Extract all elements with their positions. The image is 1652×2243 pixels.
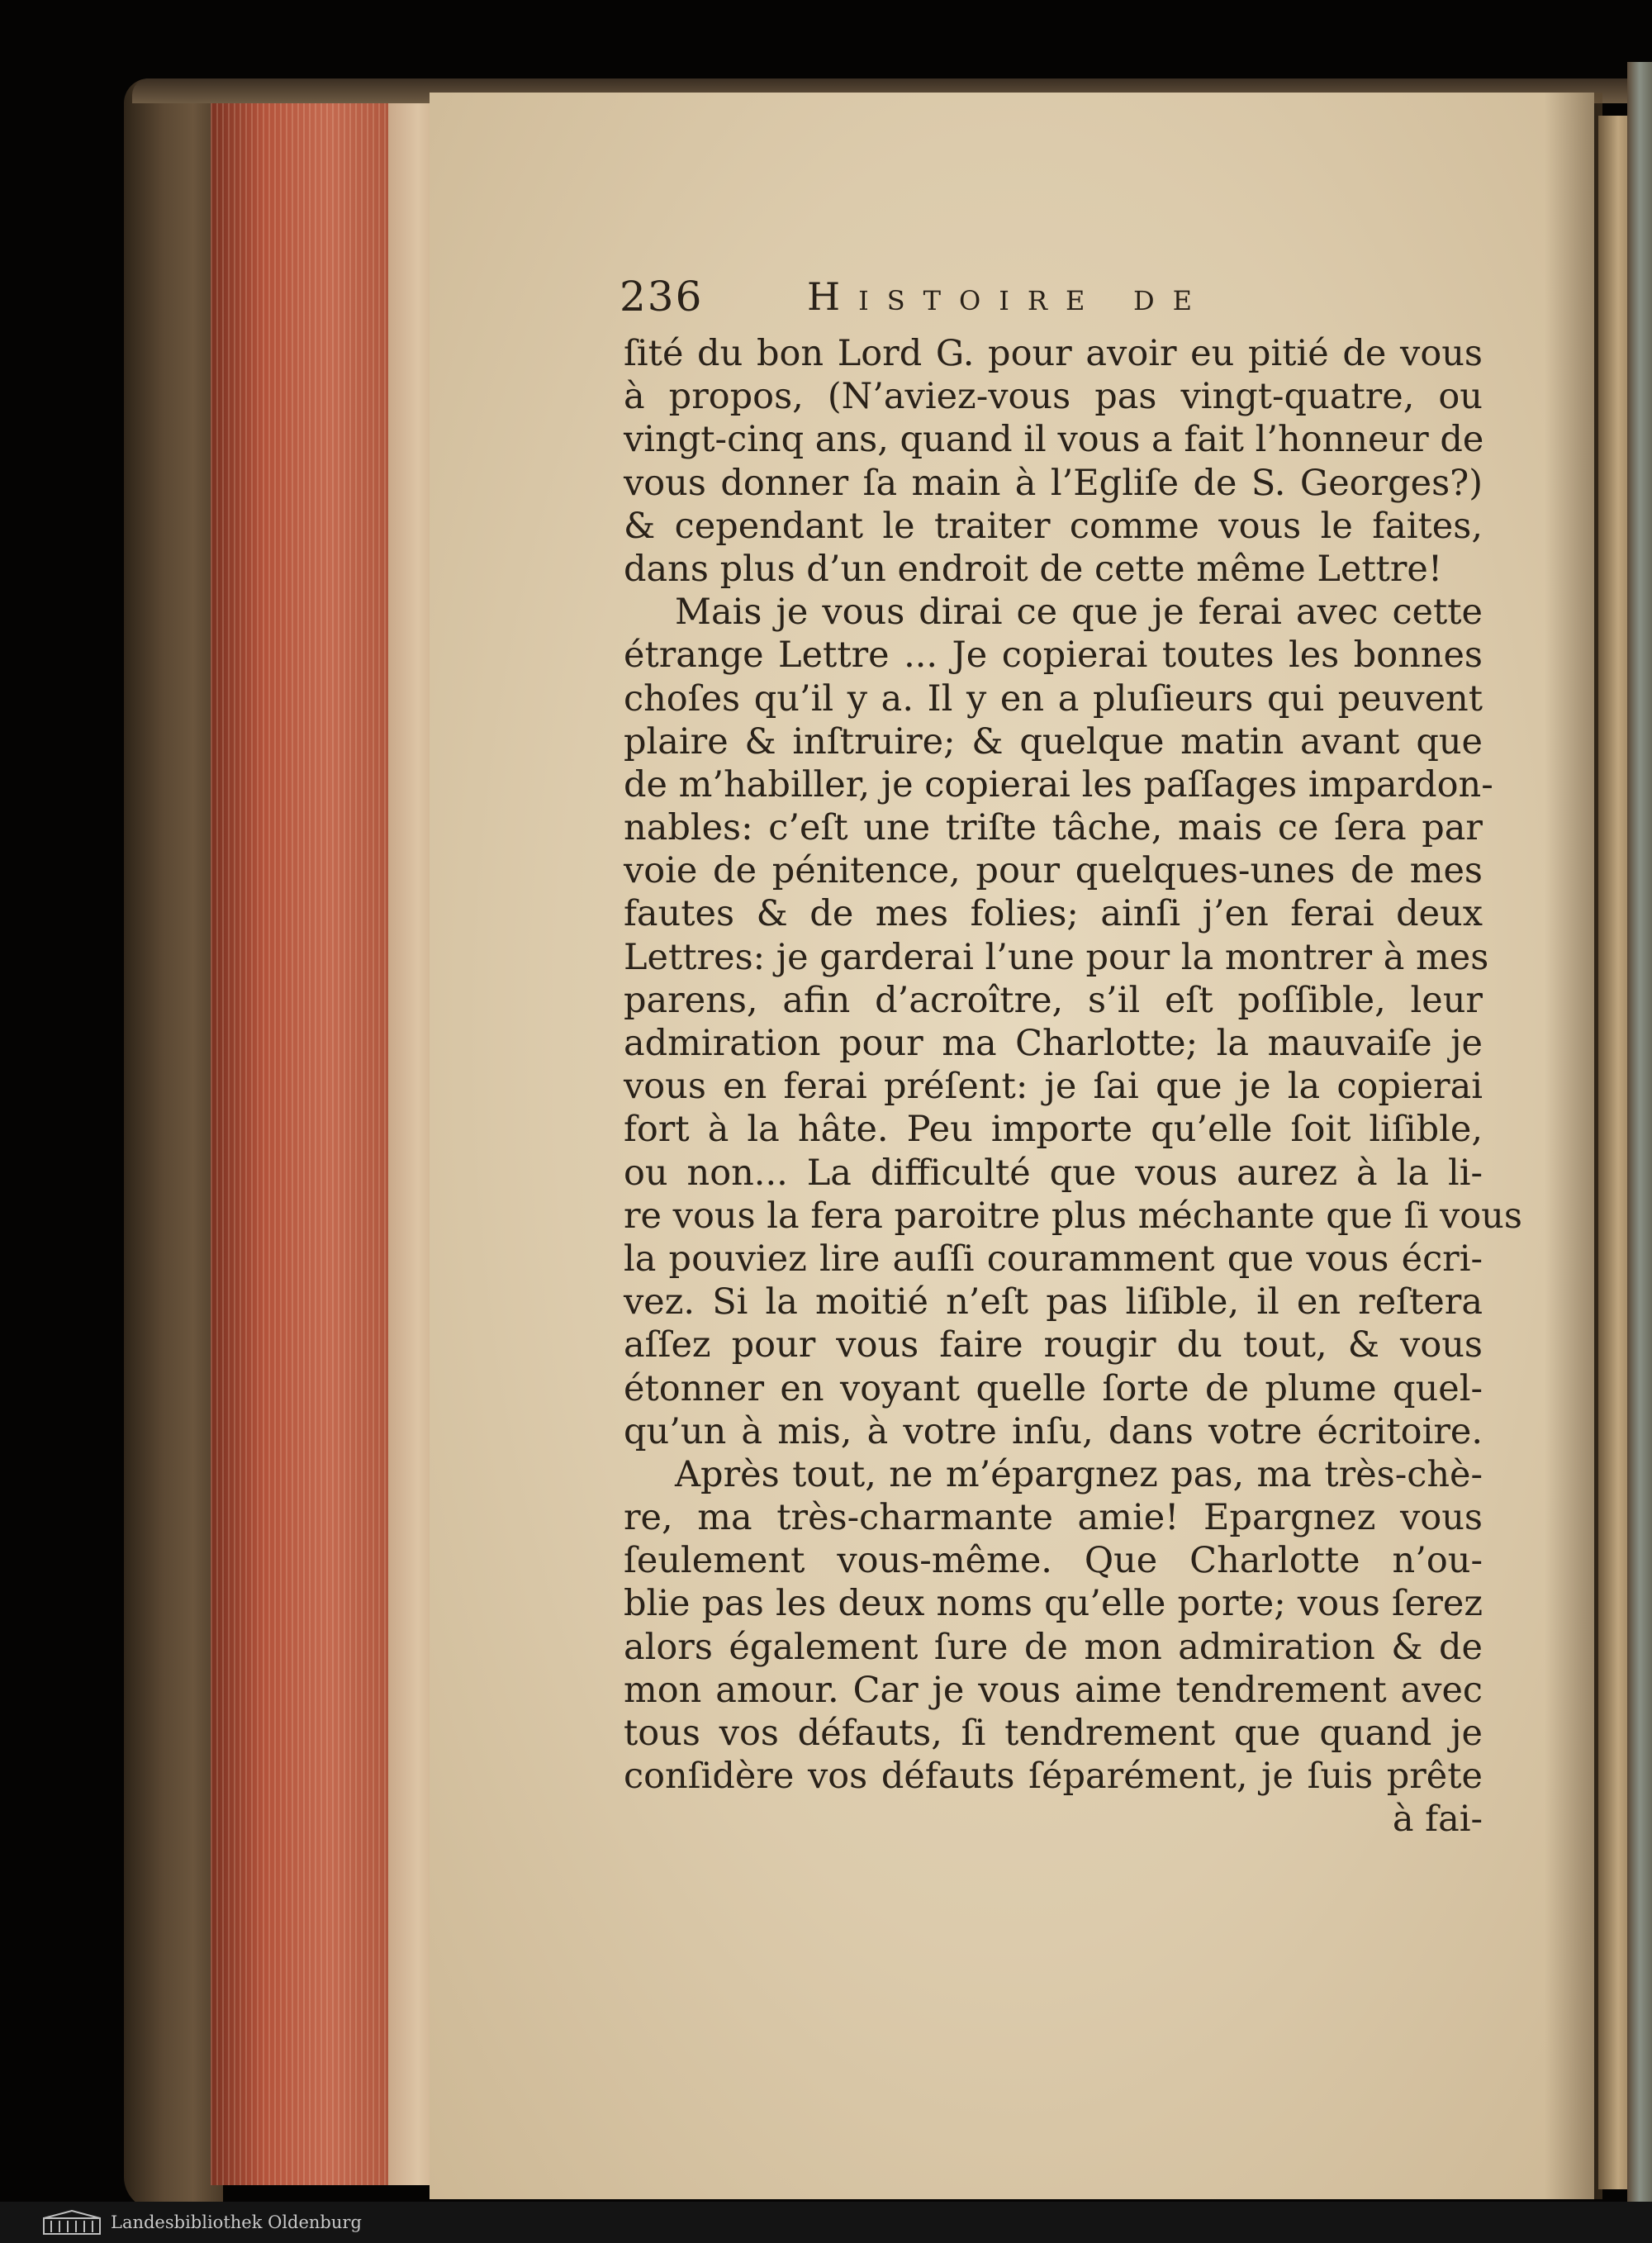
book-cover-left bbox=[124, 78, 223, 2202]
text-line: re, ma très-charmante amie! Epargnez vous bbox=[624, 1497, 1483, 1539]
text-line: étrange Lettre ... Je copierai toutes les bonnes bbox=[624, 634, 1483, 677]
text-line: admiration pour ma Charlotte; la mauvaiſe je bbox=[624, 1023, 1483, 1064]
text-line: tous vos défauts, ſi tendrement que quand je bbox=[624, 1713, 1483, 1754]
page-gutter-shadow bbox=[1545, 93, 1602, 2199]
text-line: étonner en voyant quelle ſorte de plume quel- bbox=[624, 1367, 1483, 1409]
library-building-icon bbox=[43, 2210, 101, 2235]
text-line: vez. Si la moitié n’eſt pas liſible, il en reſtera bbox=[624, 1281, 1483, 1323]
text-line: à propos, (N’aviez-vous pas vingt-quatre, ou bbox=[624, 376, 1483, 418]
text-line: vingt-cinq ans, quand il vous a fait l’honneur de bbox=[624, 419, 1484, 461]
text-line: vous donner ſa main à l’Egliſe de S. Georges?) bbox=[624, 462, 1483, 504]
text-line: ſeulement vous-même. Que Charlotte n’ou- bbox=[624, 1540, 1483, 1582]
text-line: & cependant le traiter comme vous le faites, bbox=[624, 505, 1483, 547]
text-line: plaire & inſtruire; & quelque matin avant que bbox=[624, 720, 1483, 763]
library-name: Landesbibliothek Oldenburg bbox=[111, 2212, 362, 2232]
book-cover-right bbox=[1627, 62, 1652, 2202]
text-line: alors également ſure de mon admiration & de bbox=[624, 1626, 1483, 1668]
text-line: fautes & de mes folies; ainſi j’en ferai deux bbox=[624, 893, 1483, 935]
catchword: à fai- bbox=[1392, 1799, 1483, 1841]
running-head: Histoire de bbox=[807, 274, 1210, 319]
page-number: 236 bbox=[620, 273, 704, 321]
text-line: fort à la hâte. Peu importe qu’elle ſoit liſible, bbox=[624, 1109, 1483, 1151]
text-line: parens, afin d’acroître, s’il eſt poſſible, leur bbox=[624, 979, 1483, 1021]
text-line: Après tout, ne m’épargnez pas, ma très-chè- bbox=[675, 1453, 1483, 1495]
viewer-footer bbox=[0, 2202, 1652, 2243]
text-line: Lettres: je garderai l’une pour la montrer à mes bbox=[624, 936, 1489, 978]
page-text-block bbox=[620, 273, 1522, 1841]
body-text bbox=[624, 332, 1522, 1841]
text-line: la pouviez lire auſſi couramment que vous écri- bbox=[624, 1238, 1483, 1280]
text-line: dans plus d’un endroit de cette même Lettre! bbox=[624, 548, 1443, 590]
text-line: choſes qu’il y a. Il y en a pluſieurs qui peuvent bbox=[624, 677, 1483, 720]
text-line: vous en ferai préſent: je ſai que je la copierai bbox=[624, 1066, 1483, 1108]
text-line: ou non... La difficulté que vous aurez à la li- bbox=[624, 1152, 1483, 1194]
text-line: qu’un à mis, à votre inſu, dans votre écritoire. bbox=[624, 1410, 1483, 1452]
text-line: Mais je vous dirai ce que je ferai avec cette bbox=[675, 592, 1483, 634]
facing-page-edge bbox=[1598, 116, 1631, 2189]
text-line: mon amour. Car je vous aime tendrement avec bbox=[624, 1669, 1483, 1711]
text-line: conſidère vos défauts ſéparément, je ſuis prête bbox=[624, 1756, 1483, 1798]
text-line: blie pas les deux noms qu’elle porte; vous ſerez bbox=[624, 1583, 1483, 1625]
text-line: aſſez pour vous faire rougir du tout, & vous bbox=[624, 1324, 1483, 1366]
text-line: voie de pénitence, pour quelques-unes de mes bbox=[624, 850, 1483, 892]
text-line: re vous la fera paroitre plus méchante que ſi vous bbox=[624, 1195, 1522, 1237]
text-line: ſité du bon Lord G. pour avoir eu pitié de vous bbox=[624, 333, 1483, 374]
text-line: nables: c’eſt une triſte tâche, mais ce ſera par bbox=[624, 807, 1483, 849]
text-line: de m’habiller, je copierai les paſſages impardon- bbox=[624, 763, 1493, 805]
page-header bbox=[620, 273, 1483, 332]
